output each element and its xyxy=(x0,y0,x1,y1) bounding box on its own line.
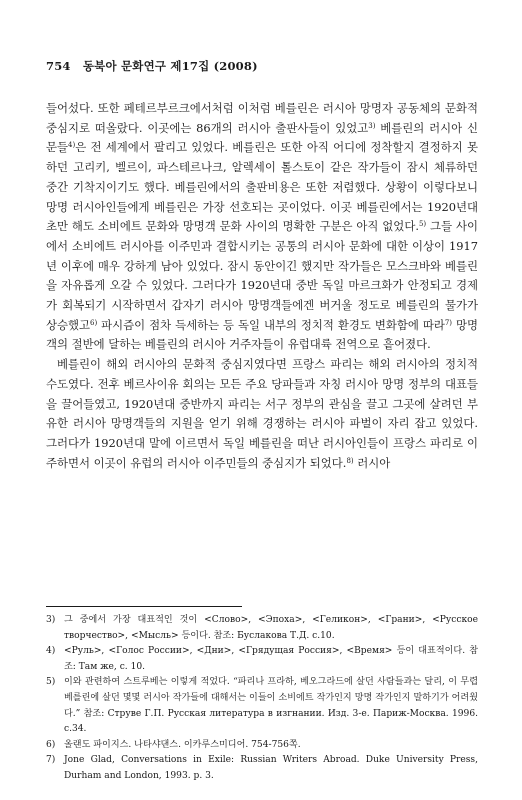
footnote xyxy=(46,738,478,754)
paragraph-1-text-e: 파시즘이 점차 득세하는 등 독일 내부의 정치적 환경도 변화함에 따라 xyxy=(97,317,445,332)
footnote xyxy=(46,644,478,675)
footnote-number: 4) xyxy=(46,646,56,657)
footnote xyxy=(46,675,478,737)
paragraph-2 xyxy=(46,355,478,473)
footnote-text: Jone Glad, Conversations in Exile: Russian Writers Abroad. Duke University Press, Durham and London, 1993. p. 3. xyxy=(64,755,478,781)
footnote-ref-7[interactable]: 7) xyxy=(444,318,453,327)
paragraph-1-text-c: 은 전 세계에서 팔리고 있었다. 베를린은 또한 아직 어디에 정착할지 결정하지 못하던 고리키, 벨르이, 파스테르나크, 알렉세이 톨스토이 같은 작가들이 잠시 체류하던 중간 기착지이기도 했다. 베를린에서의 출판비용은 또한 저렴했다. 상황이 이렇다보니 망명 러시아인들에게 베를린은 가장 선호되는 곳이었다. 이곳 베를린에서는 1920년대 초만 해도 소비에트 문화와 망명객 문화 사이의 명확한 구분은 아직 없었다. xyxy=(46,140,478,234)
footnote-number: 7) xyxy=(46,755,56,766)
page-number: 754 xyxy=(46,59,71,73)
paragraph-1-text-a: 들어섰다. 또한 페테르부르크에서처럼 이처럼 베를린은 러시아 망명자 공동체의 문화적 중심지로 떠올랐다. 이곳에는 86개의 러시아 출판사들이 있었고 xyxy=(46,101,478,135)
footnote-number: 3) xyxy=(46,615,56,625)
paragraph-1 xyxy=(46,99,478,355)
footnote-ref-3[interactable]: 3) xyxy=(368,121,376,130)
footnote-ref-4[interactable]: 4) xyxy=(68,141,76,150)
footnote xyxy=(46,613,478,644)
paragraph-2-text-b: 러시아 xyxy=(353,455,391,470)
footnote-text: <Руль>, <Голос России>, <Дни>, <Грядущая Россия>, <Время> 등이 대표적이다. 참조: Там же, с. 10. xyxy=(64,646,478,672)
footnote-text: 그 중에서 가장 대표적인 것이 <Слово>, <Эпоха>, <Геликон>, <Грани>, <Русское творчество>, <Мысль> 등이다. 참조: Буслакова Т.Д. с.10. xyxy=(64,615,478,641)
body-text xyxy=(46,99,478,473)
paragraph-1-text-b: 베를린의 러시아 신문들 xyxy=(46,120,478,155)
footnote-ref-5[interactable]: 5) xyxy=(418,220,427,229)
footnote-text: 올랜도 파이지스. 나타샤댄스. 이카루스미디어. 754-756쪽. xyxy=(64,739,301,750)
footnote-number: 6) xyxy=(46,739,56,750)
footnote-divider xyxy=(46,606,242,607)
footnote xyxy=(46,753,478,784)
paragraph-1-text-f: 망명객의 절반에 달하는 베를린의 러시아 거주자들이 유럽대륙 전역으로 흩어졌다. xyxy=(46,317,478,352)
footnote-text: 이와 관련하여 스트루베는 이렇게 적었다. “파리나 프라하, 베오그라드에 살던 사람들과는 달리, 이 무렵 베를린에 살던 몇몇 러시아 작가들에 대해서는 이들이 소비에트 작가인지 망명 작가인지 말하기가 어려웠다.” 참조: Струве Г.П. Русская литература в изгнании. Изд. 3-е. Париж-Москва. 1996. с.34. xyxy=(64,677,478,735)
footnote-ref-8[interactable]: 8) xyxy=(346,456,354,465)
footnote-number: 5) xyxy=(46,677,56,688)
footnotes xyxy=(46,613,478,785)
paragraph-2-text-a: 베를린이 해외 러시아의 문화적 중심지였다면 프랑스 파리는 해외 러시아의 정치적 수도였다. 전후 베르사이유 회의는 모든 주요 당파들과 자칭 러시아 망명 정부의 대표들을 끌어들였고, 1920년대 중반까지 파리는 서구 정부의 관심을 끌고 그곳에 살려던 부유한 러시아 망명객들의 지원을 얻기 위해 경쟁하는 러시아 파벌이 자리 잡고 있었다. 그러다가 1920년대 말에 이르면서 독일 베를린을 떠난 러시아인들이 프랑스 파리로 이주하면서 이곳이 유럽의 러시아 이주민들의 중심지가 되었다. xyxy=(46,357,478,470)
footnote-ref-6[interactable]: 6) xyxy=(90,318,98,327)
paragraph-1-text-d: 그들 사이에서 소비에트 러시아를 이주민과 결합시키는 공통의 러시아 문화에 대한 이상이 1917년 이후에 매우 강하게 남아 있었다. 잠시 동안이긴 했지만 작가들은 모스크바와 베를린을 자유롭게 오갈 수 있었다. 그러다가 1920년대 중반 독일 마르크화가 안정되고 경제가 회복되기 시작하면서 갑자기 러시아 망명객들에겐 버거울 정도로 베를린의 물가가 상승했고 xyxy=(46,219,478,332)
journal-title: 동북아 문화연구 제17집 (2008) xyxy=(82,59,258,73)
running-header xyxy=(46,58,258,74)
